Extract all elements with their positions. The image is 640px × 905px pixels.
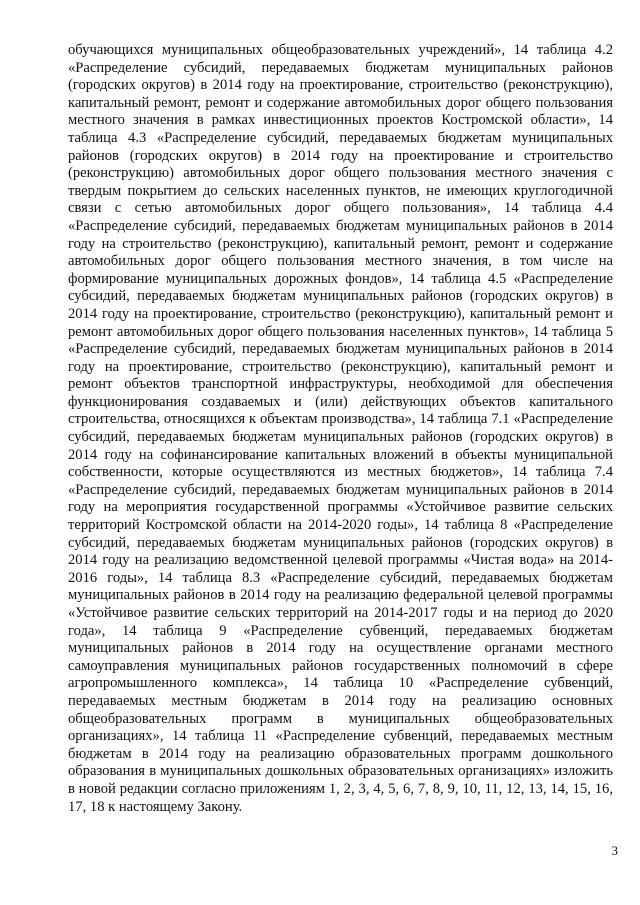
page-number: 3 <box>611 843 618 858</box>
body-paragraph: обучающихся муниципальных общеобразовательных учреждений», 14 таблица 4.2 «Распределение субсидий, передаваемых бюджетам муниципальных районов (городских округов) в 2014 году на проектирование, строительство (реконструкцию), капитальный ремонт, ремонт и содержание автомобильных дорог общего пользования местного значения в рамках инвестиционных проектов Костромской области», 14 таблица 4.3 «Распределение субсидий, передаваемых бюджетам муниципальных районов (городских округов) в 2014 году на проектирование и строительство (реконструкцию) автомобильных дорог общего пользования местного значения с твердым покрытием до сельских населенных пунктов, не имеющих круглогодичной связи с сетью автомобильных дорог общего пользования», 14 таблица 4.4 «Распределение субсидий, передаваемых бюджетам муниципальных районов в 2014 году на строительство (реконструкцию), капитальный ремонт, ремонт и содержание автомобильных дорог общего пользования местного значения, в том числе на формирование муниципальных дорожных фондов», 14 таблица 4.5 «Распределение субсидий, передаваемых бюджетам муниципальных районов (городских округов) в 2014 году на проектирование, строительство (реконструкцию), капитальный ремонт и ремонт автомобильных дорог общего пользования населенных пунктов», 14 таблица 5 «Распределение субсидий, передаваемых бюджетам муниципальных районов в 2014 году на проектирование, строительство (реконструкцию), капитальный ремонт и ремонт объектов транспортной инфраструктуры, необходимой для обеспечения функционирования создаваемых и (или) действующих объектов капитального строительства, относящихся к объектам производства», 14 таблица 7.1 «Распределение субсидий, передаваемых бюджетам муниципальных районов (городских округов) в 2014 году на софинансирование капитальных вложений в объекты муниципальной собственности, которые осуществляются из местных бюджетов», 14 таблица 7.4 «Распределение субсидий, передаваемых бюджетам муниципальных районов в 2014 году на мероприятия государственной программы «Устойчивое развитие сельских территорий Костромской области на 2014-2020 годы», 14 таблица 8 «Распределение субсидий, передаваемых бюджетам муниципальных районов (городских округов) в 2014 году на реализацию ведомственной целевой программы «Чистая вода» на 2014-2016 годы», 14 таблица 8.3 «Распределение субсидий, передаваемых бюджетам муниципальных районов в 2014 году на реализацию федеральной целевой программы «Устойчивое развитие сельских территорий на 2014-2017 годы и на период до 2020 года», 14 таблица 9 «Распределение субвенций, передаваемых бюджетам муниципальных районов в 2014 году на осуществление органами местного самоуправления муниципальных районов государственных полномочий в сфере агропромышленного комплекса», 14 таблица 10 «Распределение субвенций, передаваемых местным бюджетам в 2014 году на реализацию основных общеобразовательных программ в муниципальных общеобразовательных организациях», 14 таблица 11 «Распределение субвенций, передаваемых местным бюджетам в 2014 году на реализацию образовательных программ дошкольного образования в муниципальных дошкольных образовательных организациях» изложить в новой редакции согласно приложениям 1, 2, 3, 4, 5, 6, 7, 8, 9, 10, 11, 12, 13, 14, 15, 16, 17, 18 к настоящему Закону. <box>68 42 613 815</box>
